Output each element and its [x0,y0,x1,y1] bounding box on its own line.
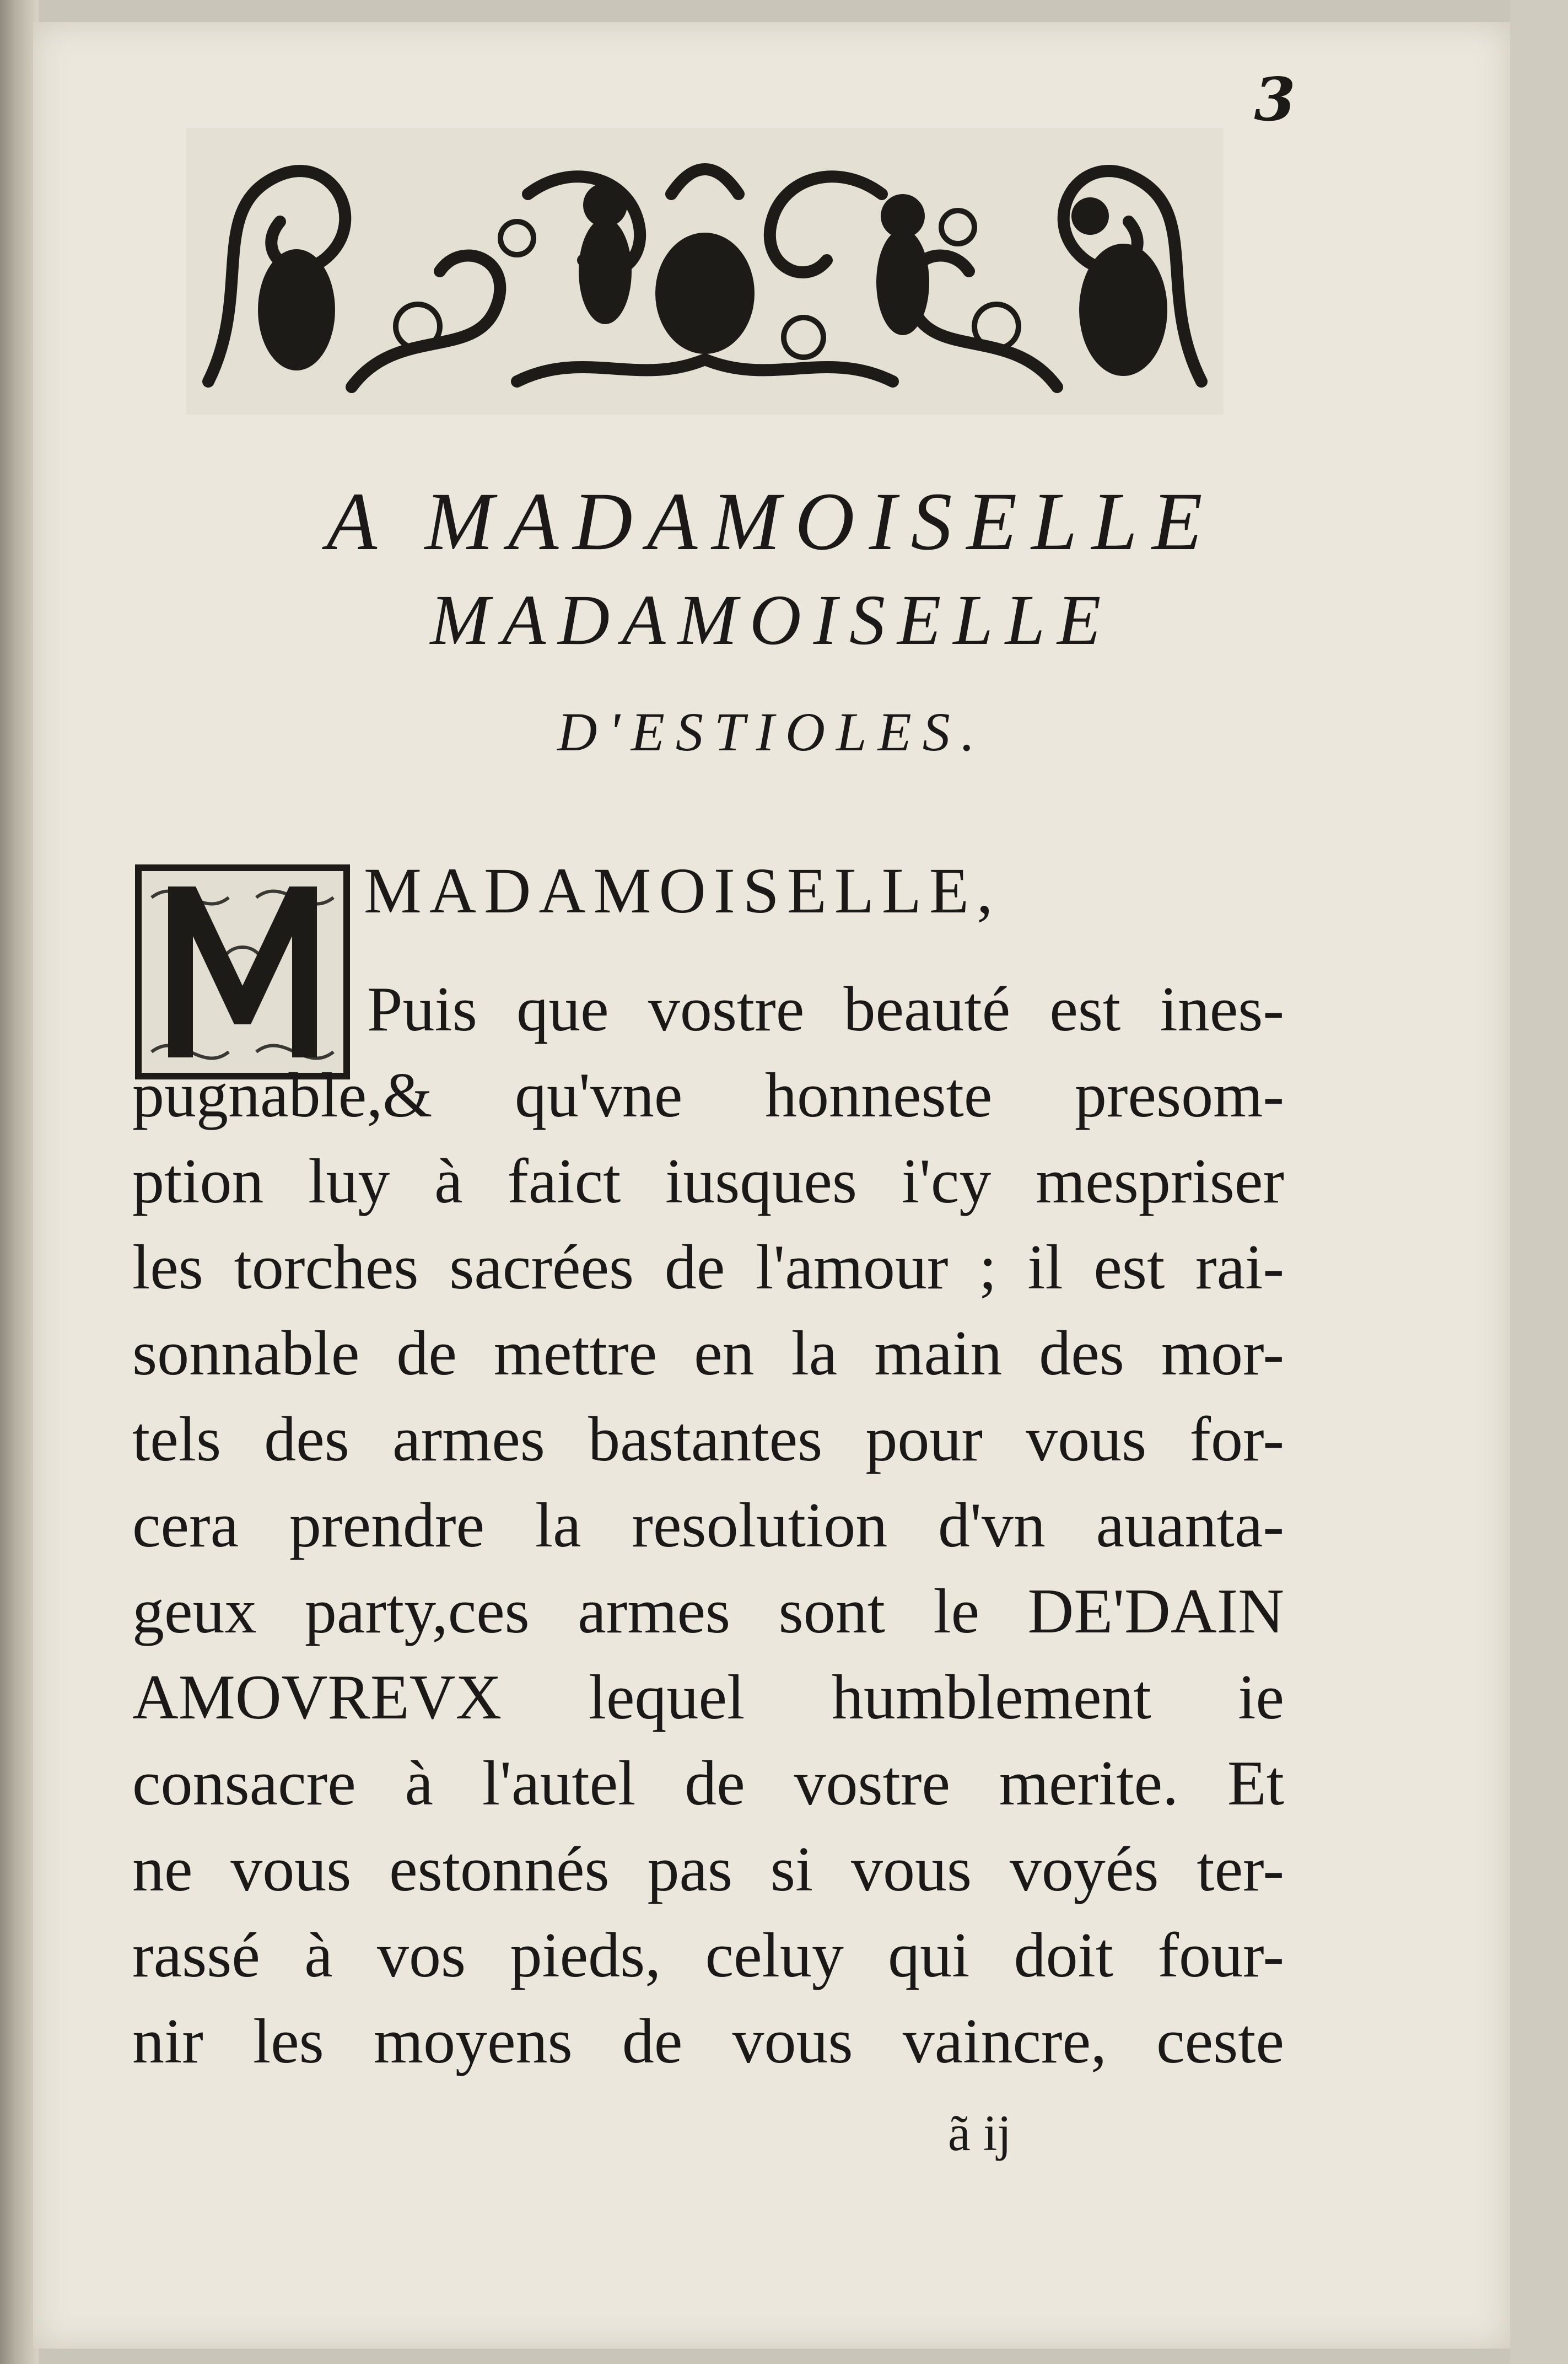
background-edge [1510,0,1568,2364]
catchword-signature: ã ij [948,2105,1011,2161]
body-line: cera prendre la resolution d'vn auanta- [132,1490,1284,1561]
body-line: les torches sacrées de l'amour ; il est rai- [132,1232,1284,1303]
body-line: ption luy à faict iusques i'cy mespriser [132,1146,1284,1217]
title-line-1: A MADAMOISELLE [326,476,1217,567]
page-number: 3 [1254,65,1296,135]
body-line: sonnable de mettre en la main des mor- [132,1318,1284,1389]
body-line: pugnable,& qu'vne honneste presom- [132,1060,1284,1131]
body-line: rassé à vos pieds, celuy qui doit four- [132,1920,1284,1991]
salutation: MADAMOISELLE, [364,855,1001,927]
body-line: Puis que vostre beauté est ines- [367,974,1284,1045]
body-line: geux party,ces armes sont le DE'DAIN [132,1576,1284,1647]
title-line-2: MADAMOISELLE [430,581,1113,660]
ornamental-headpiece-icon [186,128,1224,415]
body-line: nir les moyens de vous vaincre, ceste [132,2006,1284,2077]
body-line: consacre à l'autel de vostre merite. Et [132,1748,1284,1819]
title-line-3: D'ESTIOLES. [557,701,986,762]
body-line: ne vous estonnés pas si vous voyés ter- [132,1834,1284,1905]
body-line: tels des armes bastantes pour vous for- [132,1404,1284,1475]
decorated-initial-m-icon [135,864,350,1079]
body-line: AMOVREVX lequel humblement ie [132,1662,1284,1733]
